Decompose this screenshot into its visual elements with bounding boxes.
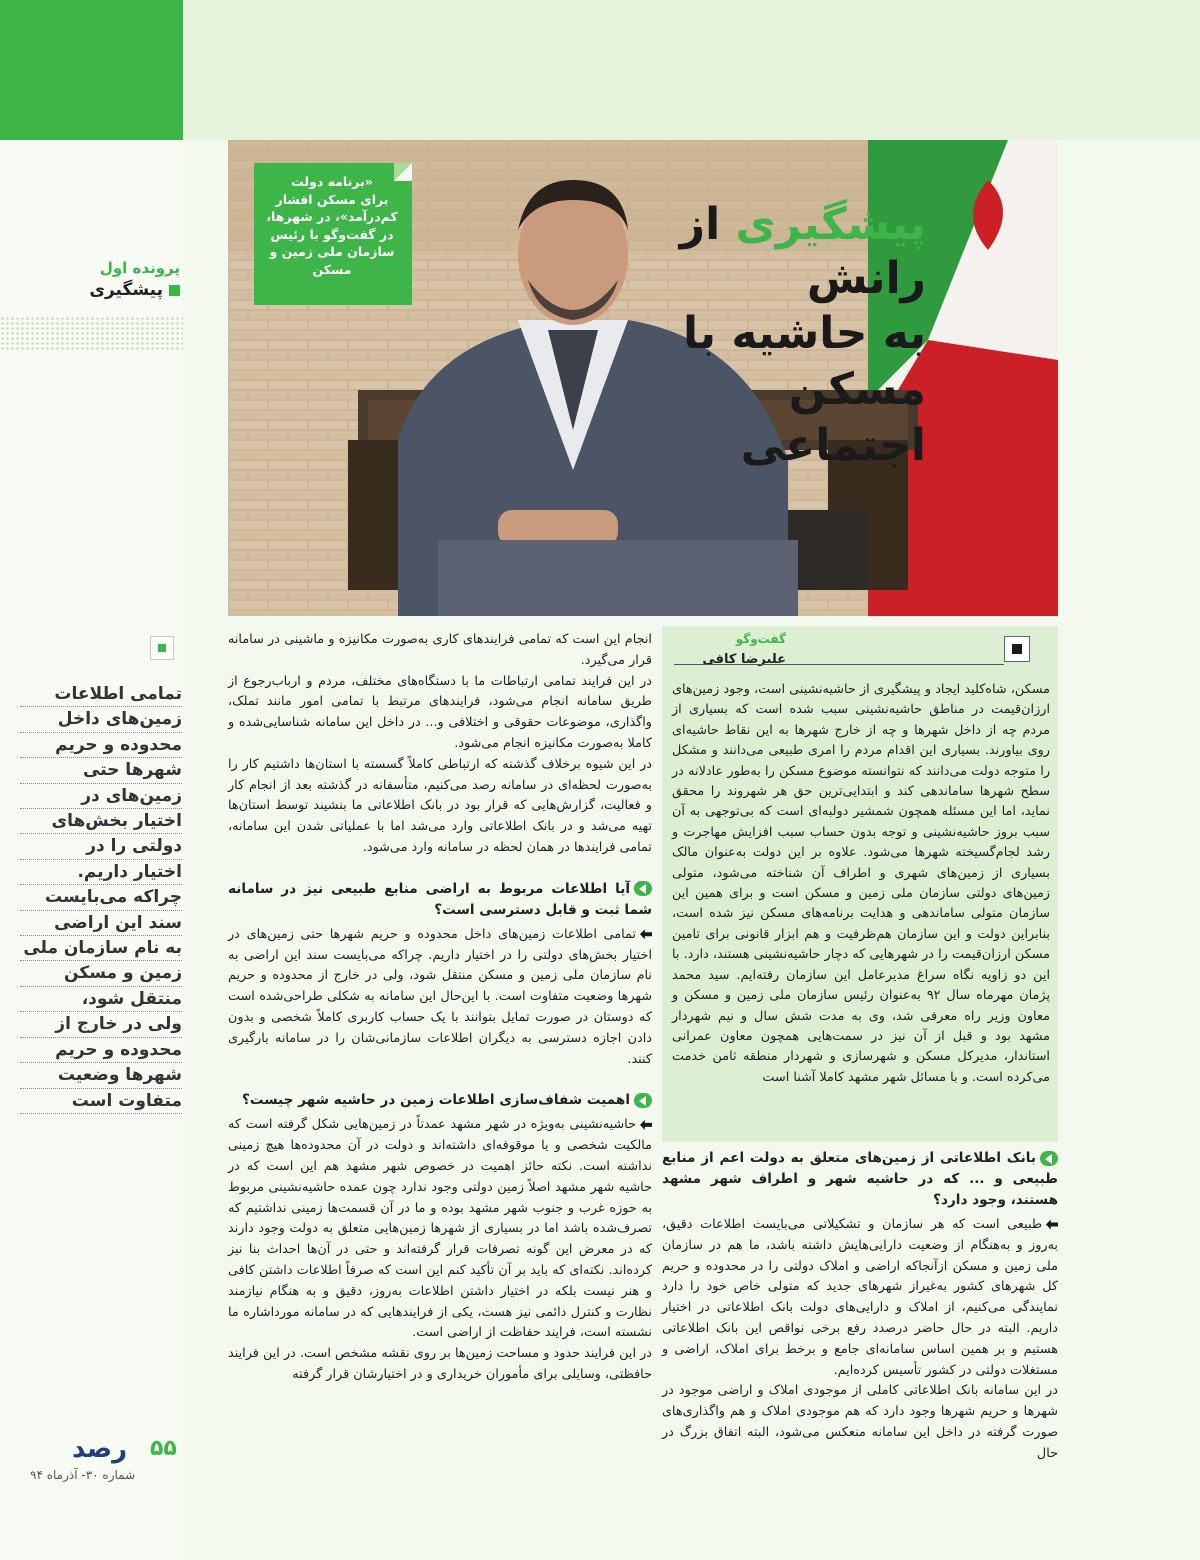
right-column: [662, 1142, 1058, 1465]
question-icon: [634, 881, 652, 896]
paragraph: در این شیوه برخلاف گذشته که ارتباطی کاملاً گسسته با استان‌ها داشتیم کار را به‌صورت لحظه‌ای در سامانه رصد می‌کنیم، متأسفانه در گذشته بعد از انجام کار و فعالیت، گزارش‌هایی که قرار بود در بانک اطلاعاتی ما بنشیند توسط استان‌ها تهیه می‌شد و در بانک اطلاعاتی وارد می‌شد اما با عملیاتی شدن این سامانه، تمامی فرایندها در همان لحظه در سامانه وارد می‌شود.: [228, 756, 652, 855]
pull-quote-line: ولی در خارج از: [20, 1012, 182, 1037]
lead-line: برای مسکن اقشار: [275, 191, 389, 207]
answer-arrow-icon: [1046, 1220, 1058, 1230]
lead-line: مسکن: [312, 261, 352, 277]
intro-text: مسکن، شاه‌کلید ایجاد و پیشگیری از حاشیه‌نشینی است، وجود زمین‌های ارزان‌قیمت در مناطق حاشیه‌نشینی سبب شده است که بسیاری از مردم چه از داخل شهرها و چه از خارج شهرها به این نقاط حاشیه‌ای روی بیاورند. بسیاری این اقدام مردم را امری طبیعی می‌دانند و مشکل را متوجه دولت می‌دانند که نتوانسته موضوع مسکن را به‌طور عادلانه در سطح شهرها ساماندهی کند و ابتدایی‌ترین حق هر شهروند را محقق نماید، اما این مسئله همچون شمشیر دولبه‌ای است که بی‌توجهی به آن سبب بروز حاشیه‌نشینی و توجه بدون حساب سبب افزایش مهاجرت و رشد لجام‌گسیخته شهرها می‌شود. علاوه بر این دولت به‌عنوان مالک بسیاری از زمین‌های شهری و اطراف آن شناخته می‌شود، متولی زمین‌های دولتی سازمان ملی زمین و مسکن است و برای همین این سازمان متولی ساماندهی و هدایت برنامه‌های مسکن نیز شده است، بنابراین دولت و این سازمان هم‌ظرفیت و هم ابزار قانونی برای تامین مسکن ارزان‌قیمت را در شهرهایی که دچار حاشیه‌نشینی هستند، دارد. با این دو زاویه نگاه سراغ مدیرعامل این سازمان رفته‌ایم. سید محمد پژمان مهرماه سال ۹۲ به‌عنوان رئیس سازمان ملی زمین و مسکن و معاون وزیر راه معرفی شد، وی به مدت شش سال و نیم شهردار مشهد بود و قبل از آن نیز در سمت‌هایی همچون معاون عمرانی استاندار، مدیرکل مسکن و شهرسازی و شهردار منطقه ثامن خدمت می‌کرده است. و با مسائل شهر مشهد کاملا آشنا است: [672, 682, 1051, 1085]
answer-arrow-icon: [640, 1120, 652, 1130]
pull-quote-line: محدوده و حریم: [20, 733, 182, 758]
lead-line: کم‌درآمد»، در شهرها،: [266, 209, 398, 224]
corner-green-block: [0, 0, 183, 140]
pull-quote-line: به نام سازمان ملی: [20, 936, 182, 961]
paragraph: در این سامانه بانک اطلاعاتی کاملی از موجودی املاک و اراضی موجود در شهرها و حریم شهرها وجود دارد که هم موجودی املاک و هم واگذاری‌های صورت گرفته در داخل این سامانه منعکس می‌شود، البته اتفاق بزرگ در حال: [662, 1383, 1058, 1461]
divider: [674, 664, 1004, 665]
pull-quote-line: اختیار بخش‌های: [20, 809, 182, 834]
question-text: بانک اطلاعاتی از زمین‌های متعلق به دولت اعم از منابع طبیعی و ... که در حاشیه شهر و اطراف شهر مشهد هستند، وجود دارد؟: [662, 1150, 1058, 1208]
article-headline: [586, 198, 926, 474]
paragraph: انجام این است که تمامی فرایندهای کاری به‌صورت مکانیزه و ماشینی در سامانه قرار می‌گیرد.: [228, 632, 652, 668]
pull-quote-line: سند این اراضی: [20, 911, 182, 936]
pull-quote-line: زمین‌های در: [20, 784, 182, 809]
pull-quote-line: زمین و مسکن: [20, 961, 182, 986]
paragraph: در این فرایند تمامی ارتباطات ما با دستگاه‌های مختلف، مردم و ارباب‌رجوع از طریق سامانه انجام می‌شود، فرایندهای مرتبط با تمامی امور مانند تملک، واگذاری، موضوعات حقوقی و اختلافی و... در داخل این سامانه شناسایی‌شده و کاملا به‌صورت مکانیزه انجام می‌شود.: [228, 673, 652, 751]
lead-line: سازمان ملی زمین و: [269, 244, 395, 259]
interview-tag: گفت‌وگو: [735, 632, 786, 646]
square-bullet-icon: [1004, 636, 1030, 662]
question-icon: [1040, 1151, 1058, 1166]
paragraph: در این فرایند حدود و مساحت زمین‌ها بر روی نقشه مشخص است. در این فرایند حافظتی، وسایلی برای مأموران خریداری و در اختیارشان قرار گرفته: [228, 1346, 652, 1382]
section-label: [30, 258, 180, 302]
issue-info: شماره ۳۰- آذرماه ۹۴: [30, 1468, 136, 1482]
page-number: ۵۵: [150, 1436, 177, 1461]
question-text: آیا اطلاعات مربوط به اراضی منابع طبیعی نیز در سامانه شما ثبت و قابل دسترسی است؟: [228, 880, 652, 918]
answer-arrow-icon: [640, 929, 652, 939]
question-text: اهمیت شفاف‌سازی اطلاعات زمین در حاشیه شهر چیست؟: [241, 1092, 630, 1109]
headline-line3: اجتماعی: [740, 420, 926, 471]
pull-quote-line: تمامی اطلاعات: [20, 682, 182, 707]
answer-text: حاشیه‌نشینی به‌ویژه در شهر مشهد عمدتاً در زمین‌هایی شکل گرفته است که مالکیت شخصی و یا موقوفه‌ای داشته‌اند و دولت در آن محدوده‌ها هیچ زمینی نداشته است. نکته حائز اهمیت در خصوص شهر مشهد هم این است که در حاشیه شهر مشهد اصلاً زمین دولتی وجود ندارد چون عمده حاشیه‌نشینی مربوط به حوزه غرب و جنوب شهر مشهد بوده و ما در آن قسمت‌ها زمینی نداشتیم که تصرف‌شده باشد اما در بسیاری از شهرها زمین‌هایی متعلق به دولت وجود دارند که در معرض این گونه تصرفات قرار گرفته‌اند و حتی در آن‌ها احداث بنا نیز کرده‌اند. نکته‌ای که باید بر آن تأکید کنم این است که صرفاً اطلاعات داشتن کافی و هنر نیست بلکه در اختیار داشتن اطلاعات به‌روز، دقیق و به هنگام نیازمند نظارت و کنترل دائمی نیز هست، یکی از فرایندهایی که در سامانه مورداشاره ما نشسته است، فرایند حفاظت از اراضی است.: [228, 1117, 652, 1341]
pull-quote-line: شهرها وضعیت: [20, 1063, 182, 1088]
top-band: [183, 0, 1200, 140]
headline-line2: به حاشیه با مسکن: [682, 308, 926, 415]
headline-part1: از رانش: [679, 199, 926, 304]
middle-column: [228, 630, 652, 1386]
lead-line: در گفت‌وگو با رئیس: [270, 226, 394, 242]
author-name: علیرضا کافی: [702, 652, 786, 667]
dot-pattern: [0, 316, 183, 352]
pull-quote-line: متفاوت است: [20, 1089, 182, 1114]
pull-quote-line: چراکه می‌بایست: [20, 885, 182, 910]
pull-quote-icon: [150, 636, 174, 660]
magazine-logo: رصد: [72, 1434, 128, 1464]
headline-green-word: پیشگیری: [735, 199, 926, 250]
pull-quote: [20, 682, 182, 1114]
section-label-main: پیشگیری: [89, 280, 163, 300]
pull-quote-line: زمین‌های داخل: [20, 707, 182, 732]
lead-box: [254, 163, 412, 305]
pull-quote-line: منتقل شود،: [20, 987, 182, 1012]
answer-text: تمامی اطلاعات زمین‌های داخل محدوده و حریم شهرها حتی زمین‌های در اختیار بخش‌های دولتی را در اختیار داریم. چراکه می‌بایست سند این اراضی به نام سازمان ملی زمین و مسکن منتقل شود، ولی در خارج از محدوده و حریم شهرها وضعیت متفاوت است. با این‌حال این سامانه به شکلی طراحی‌شده است که دوستان در صورت تمایل بتوانند با یک حساب کاربری کاملاً شخصی و بدون دادن اجازه دسترسی به دیگران اطلاعات سازمانی‌شان را در سامانه بارگیری کنند.: [228, 926, 652, 1067]
answer-text: طبیعی است که هر سازمان و تشکیلاتی می‌بایست اطلاعات دقیق، به‌روز و به‌هنگام از وضعیت دارایی‌هایش داشته باشد، ما هم در سازمان ملی زمین و مسکن ازآنجاکه اراضی و املاک دولتی را در محدوده و حریم کل شهرهای کشور به‌غیراز شهرهای جدید که متولی خاص خود را دارد نمایندگی می‌کنیم، از املاک و دارایی‌های دولت بانک اطلاعاتی در اختیار داریم. البته در حال حاضر درصدد رفع برخی نواقص این بانک اطلاعاتی هستیم و بر همین اساس سامانه‌ای جامع و برخط برای املاک، اراضی و مستغلات دولتی در کشور تأسیس کرده‌ایم.: [662, 1217, 1058, 1378]
pull-quote-line: دولتی را در: [20, 834, 182, 859]
question-icon: [634, 1093, 652, 1108]
pull-quote-line: اختیار داریم.: [20, 860, 182, 885]
section-label-top: پرونده اول: [99, 259, 180, 277]
pull-quote-line: شهرها حتی: [20, 758, 182, 783]
lead-line: «برنامه دولت: [291, 174, 373, 189]
page-fold-icon: [394, 163, 412, 181]
section-square-icon: [169, 285, 180, 296]
pull-quote-line: محدوده و حریم: [20, 1038, 182, 1063]
